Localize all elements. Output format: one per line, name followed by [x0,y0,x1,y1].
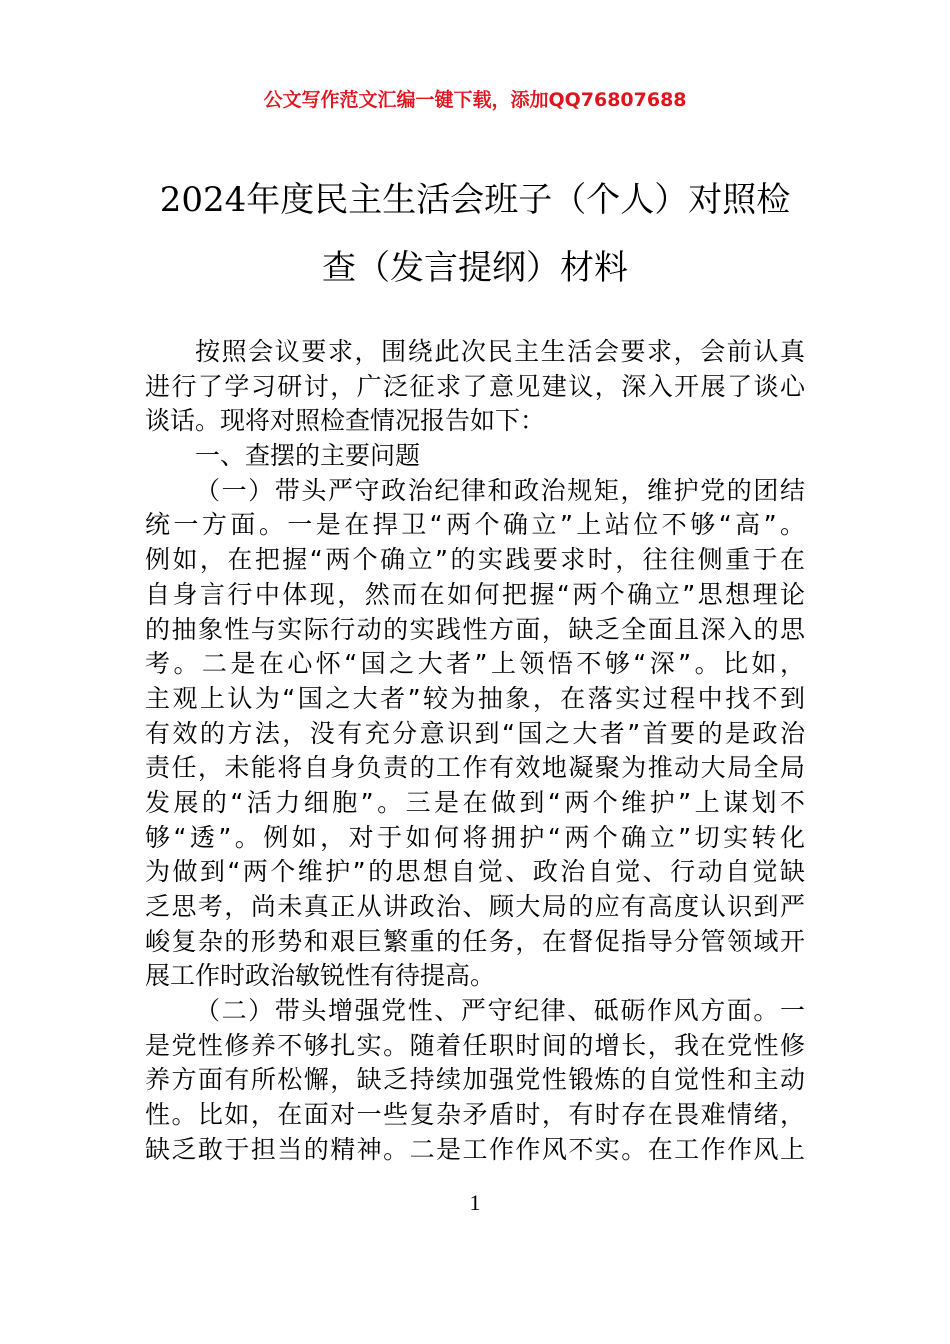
document-body [145,335,805,1168]
paragraph-line: 进行了学习研讨，广泛征求了意见建议，深入开展了谈心 [145,371,805,401]
paragraph-line: 缺乏敢于担当的精神。二是工作作风不实。在工作作风上 [145,1134,805,1164]
paragraph-line: 发展的“活力细胞”。三是在做到“两个维护”上谋划不 [145,787,805,817]
paragraph-line: 性。比如，在面对一些复杂矛盾时，有时存在畏难情绪， [145,1100,805,1130]
paragraph-line: 谈话。现将对照检查情况报告如下： [145,406,546,436]
document-title-line-2: 查（发言提纲）材料 [322,248,628,288]
page-number: 1 [469,1190,481,1215]
paragraph-line: 峻复杂的形势和艰巨繁重的任务，在督促指导分管领域开 [145,926,805,956]
paragraph-line: 自身言行中体现，然而在如何把握“两个确立”思想理论 [145,579,805,609]
paragraph-line: 有效的方法，没有充分意识到“国之大者”首要的是政治 [145,718,805,748]
paragraph-line: 乏思考，尚未真正从讲政治、顾大局的应有高度认识到严 [145,892,805,921]
header-watermark: 公文写作范文汇编一键下载，添加QQ76807688 [263,89,687,111]
paragraph-line: 展工作时政治敏锐性有待提高。 [145,961,496,991]
paragraph-line: 一、查摆的主要问题 [195,441,421,471]
paragraph-line: 为做到“两个维护”的思想自觉、政治自觉、行动自觉缺 [145,857,805,887]
paragraph-line: 的抽象性与实际行动的实践性方面，缺乏全面且深入的思 [145,614,805,644]
paragraph-line: 责任，未能将自身负责的工作有效地凝聚为推动大局全局 [145,753,805,783]
document-title-line-1: 2024年度民主生活会班子（个人）对照检 [159,180,791,220]
paragraph-line: （一）带头严守政治纪律和政治规矩，维护党的团结 [195,475,805,505]
paragraph-line: 养方面有所松懈，缺乏持续加强党性锻炼的自觉性和主动 [145,1065,805,1095]
paragraph-line: 是党性修养不够扎实。随着任职时间的增长，我在党性修 [145,1030,805,1060]
paragraph-line: （二）带头增强党性、严守纪律、砥砺作风方面。一 [195,996,805,1026]
paragraph-line: 按照会议要求，围绕此次民主生活会要求，会前认真 [195,337,805,366]
paragraph-line: 主观上认为“国之大者”较为抽象，在落实过程中找不到 [145,683,805,713]
paragraph-line: 统一方面。一是在捍卫“两个确立”上站位不够“高”。 [145,510,805,540]
paragraph-line: 例如，在把握“两个确立”的实践要求时，往往侧重于在 [145,545,805,575]
paragraph-line: 够“透”。例如，对于如何将拥护“两个确立”切实转化 [145,822,805,852]
paragraph-line: 考。二是在心怀“国之大者”上领悟不够“深”。比如， [145,649,805,679]
